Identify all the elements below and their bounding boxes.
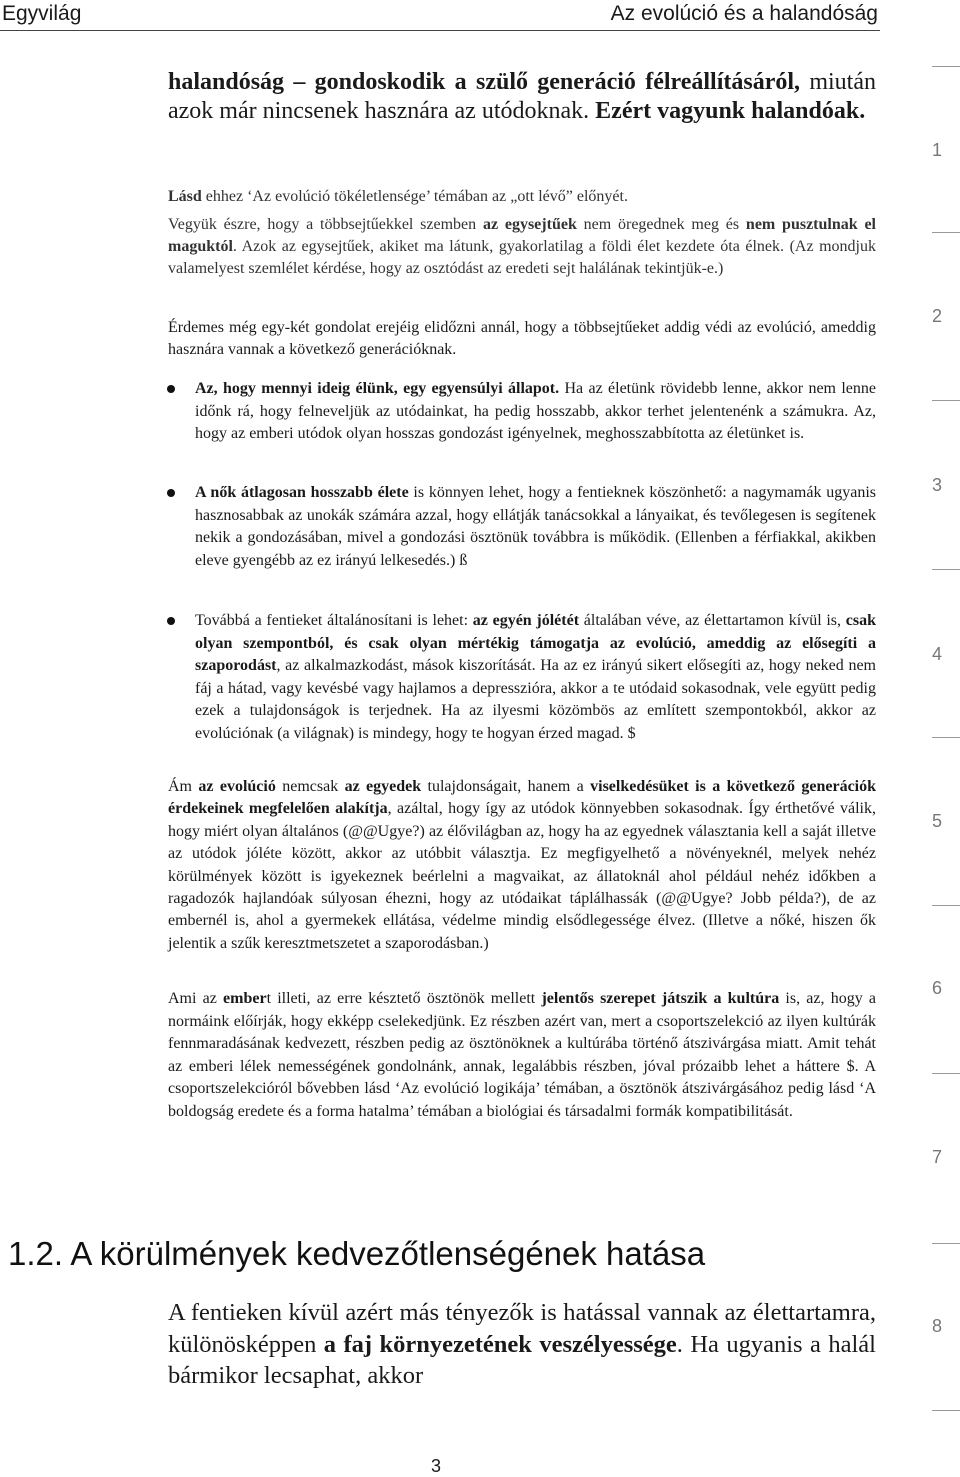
p1-text: ehhez ‘Az evolúció tökéletlensége’ témában az „ott lévő” előnyét. [201, 188, 628, 205]
margin-number: 5 [931, 811, 942, 831]
p4-text-1: Ám [168, 778, 199, 795]
margin-rule [932, 905, 960, 906]
paragraph-environment [168, 1297, 876, 1392]
p5-text-3: is, az, hogy a normáink előírják, hogy ekképp cselekedjünk. Ez részben azért van, mert a csoportszelekció az ilyen kultúrák fennmaradásának kedvezett, részben pedig az ösztönöknek a kultúrába történő átszivárgása miatt. Amit tehát az emberi lélek nemességének gondolnánk, annak, legalábbis részben, jóval prózaibb lehet a háttere $. A csoportszelekcióról bővebben lásd ‘Az evolúció logikája’ témában, a ösztönök átszivárgásához pedig lásd ‘A boldogság eredete és a forma hatalma’ témában a biológiai és társadalmi formák kompatibilitását. [168, 990, 877, 1120]
p1-bold: Lásd [168, 188, 202, 205]
margin-number: 7 [931, 1147, 942, 1167]
bullet-3-bold-1: az egyén jólétét [472, 612, 580, 629]
margin-number: 6 [931, 978, 942, 998]
margin-rule [932, 232, 960, 233]
bullet-dot [167, 617, 175, 625]
header-left-title: Egyvilág [2, 2, 82, 25]
bullet-1-bold: Az, hogy mennyi ideig élünk, egy egyensúlyi állapot. [195, 380, 560, 397]
p2-text-2: nem öregednek meg és [576, 216, 746, 233]
bullet-3-bold-2: csak olyan szempontból, és csak olyan mértékig támogatja az evolúció, ameddig az elősegíti a szaporodást [195, 612, 876, 674]
bullet-3-text-1: Továbbá a fentieket általánosítani is lehet: [195, 612, 473, 629]
margin-rule [932, 1410, 960, 1411]
margin-rule [932, 1073, 960, 1074]
margin-rule [932, 66, 960, 67]
bullet-3-text-2: általában véve, az élettartamon kívül is, [579, 612, 846, 629]
p2-bold-1: az egysejtűek [482, 216, 577, 233]
margin-number: 2 [931, 306, 942, 326]
p5-text-1: Ami az [168, 990, 224, 1007]
header-right-title: Az evolúció és a halandóság [610, 2, 878, 25]
bullet-1-text: Ha az életünk rövidebb lenne, akkor nem lenne időnk rá, hogy felneveljük az utódainkat, ha pedig hosszabb, akkor terhet jelentenénk a számukra. Az, hogy az emberi utódok olyan hosszas gondozást igényelnek, meghosszabbította az életünket is. [195, 380, 876, 442]
bullet-2-text: is könnyen lehet, hogy a fentieknek köszönhető: a nagymamák ugyanis hasznosabbak az unokák számára azzal, hogy ellátják tanácsokkal a lányaikat, és tevőlegesen is segítenek nekik a gondozásában, mivel a gondozási ösztönük továbbra is működik. (Ellenben a férfiakkal, akikben eleve gyengébb az ez irányú lelkesedés.) ß [195, 484, 876, 569]
margin-number: 4 [931, 644, 942, 664]
paragraph-unicellular [168, 214, 876, 280]
margin-rule [932, 400, 960, 401]
section-heading: 1.2. A körülmények kedvezőtlenségének hatása [8, 1235, 706, 1272]
intro-paragraph [168, 68, 876, 126]
intro-bold-1: halandóság – gondoskodik a szülő generáció félreállításáról, [168, 69, 801, 95]
p4-text-4: , azáltal, hogy így az utódok könnyebben sokasodnak. Így érthetővé válik, hogy miért olyan általános (@@Ugye?) az élővilágban az, hogy ha az egyednek választania kell a saját illetve az utódok jóléte között, akkor az utóbbit választja. Ez megfigyelhető a növényeknél, melyek nehéz körülmények között is igyekeznek beérlelni a magvaikat, az állatoknál ahol például nehéz időkben a ragadozók hajlandóak súlyosan éhezni, hogy az utódaikat táplálhassák (@@Ugye? Jobb példa?), de az embernél is, ahol a gyermekek ellátása, védelme mindig elsődlegessége élvez. (Illetve a nőké, hiszen ők jelentik a szűk keresztmetszetet a szaporodásban.) [168, 800, 877, 952]
page-number: 3 [431, 1456, 442, 1476]
paragraph-worth-dwelling: Érdemes még egy-két gondolat erejéig elidőzni annál, hogy a többsejtűeket addig védi az evolúció, ameddig hasznára vannak a következő generációknak. [168, 319, 876, 358]
bullet-dot [167, 385, 175, 393]
margin-rule [932, 569, 960, 570]
margin-number: 8 [931, 1316, 942, 1336]
paragraph-see-also [168, 186, 876, 208]
p4-text-2: nemcsak [275, 778, 345, 795]
bullet-dot [167, 489, 175, 497]
bullet-item-3 [195, 610, 876, 745]
margin-rule [932, 1243, 960, 1244]
intro-text-1: miután azok már nincsenek hasznára az utódoknak. [168, 69, 876, 124]
margin-rule [932, 737, 960, 738]
p5-bold-1: ember [223, 990, 267, 1007]
p5-text-2: t illeti, az erre késztető ösztönök mellett [266, 990, 542, 1007]
p2-text-1: Vegyük észre, hogy a többsejtűekkel szemben [168, 216, 483, 233]
paragraph-human-culture [168, 988, 876, 1123]
bullet-3-text-3: , az alkalmazkodást, mások kiszorítását. Ha az ez irányú sikert elősegíti az, hogy neked nem fáj a hátad, vagy kevésbé vagy hajlamos a depresszióra, akkor a te utódaid sokasodnak, vele együtt pedig ezek a tulajdonságok is terjednek. Ha az ilyesmi közömbös az említett szempontokból, akkor az evolúciónak (a világnak) is mindegy, hogy te hogyan érzed magad. $ [195, 657, 876, 742]
p2-text-3: . Azok az egysejtűek, akiket ma látunk, gyakorlatilag a földi élet kezdete óta élnek. (Az mondjuk valamelyest szemlélet kérdése, hogy az osztódást az eredeti sejt halálának tekintjük-e.) [168, 238, 876, 277]
margin-number: 3 [931, 475, 942, 495]
p4-bold-3: viselkedésüket is a következő generációk érdekeinek megfelelően alakítja [168, 778, 877, 818]
p6-text-1: A fentieken kívül azért más tényezők is hatással vannak az élettartamra, különösképpen [168, 1299, 876, 1358]
bullet-item-2 [195, 482, 876, 572]
p5-bold-2: jelentős szerepet játszik a kultúra [541, 990, 780, 1007]
p2-bold-2: nem pusztulnak el maguktól [168, 216, 876, 255]
bullet-item-1 [195, 378, 876, 446]
p4-bold-2: az egyedek [344, 778, 422, 795]
p4-bold-1: az evolúció [198, 778, 276, 795]
bullet-2-bold: A nők átlagosan hosszabb élete [195, 484, 409, 501]
p6-bold-1: a faj környezetének veszélyessége [323, 1330, 677, 1358]
p4-text-3: tulajdonságait, hanem a [421, 778, 591, 795]
margin-number: 1 [931, 140, 942, 160]
intro-bold-2: Ezért vagyunk halandóak. [595, 98, 866, 124]
p6-text-2: . Ha ugyanis a halál bármikor lecsaphat, akkor [168, 1330, 876, 1389]
page-header [0, 0, 880, 31]
paragraph-evolution-behavior [168, 776, 876, 955]
